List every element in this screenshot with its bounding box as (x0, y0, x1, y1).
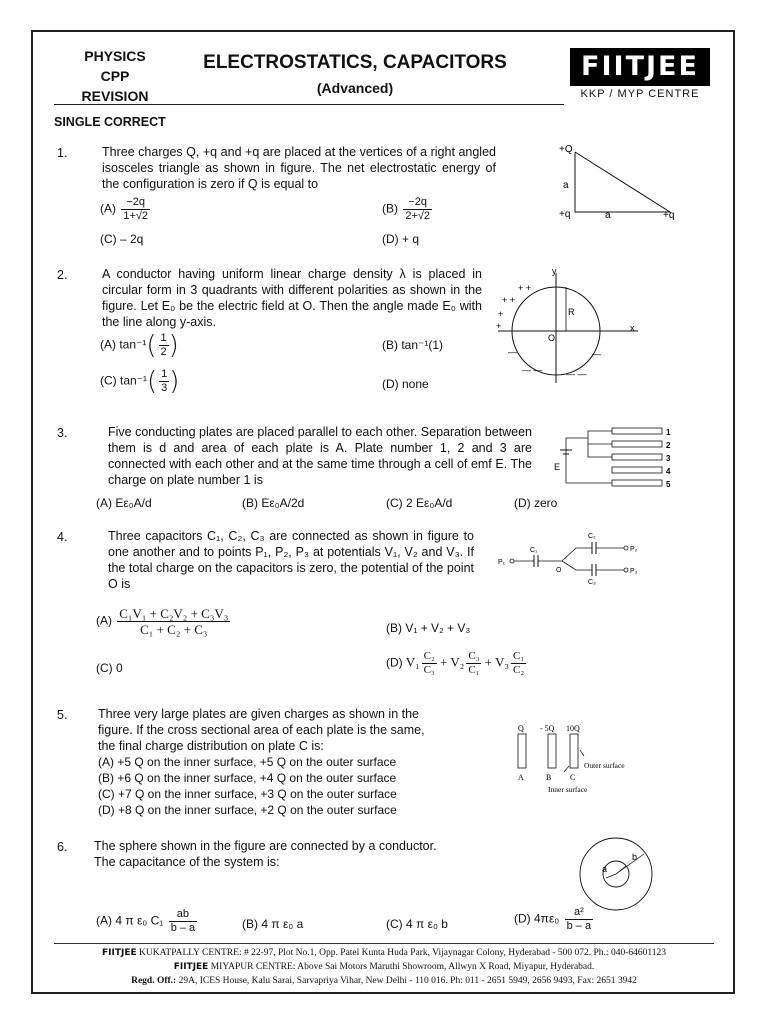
q4-p2: P₂ (630, 546, 638, 553)
footer-regd-office: Regd. Off.: 29A, ICES House, Kalu Sarai, Sarvapriya Vihar, New Delhi - 110 016. Ph: 011 - 2651 5949, 2656 9493, Fax: 2651 3942 (131, 976, 637, 986)
svg-text:—: — (508, 347, 517, 357)
q4-option-b[interactable]: (B) V₁ + V₂ + V₃ (386, 621, 471, 635)
svg-text:— —: — — (522, 365, 543, 375)
page-title: ELECTROSTATICS, CAPACITORS (203, 52, 507, 73)
q3-plate-4: 4 (666, 467, 671, 476)
q1-option-b[interactable]: (B) $\frac{-2q}{2+√2}$ (382, 196, 431, 222)
q4-o: O (556, 567, 562, 574)
q3-plate-3: 3 (666, 454, 671, 463)
q5-charge-a: Q (518, 724, 524, 733)
footer-kukatpally: FIITJEE KUKATPALLY CENTRE: # 22-97, Plot No.1, Opp. Patel Kunta Huda Park, Vijaynagar Colony, Hyderabad - 500 072. Ph.: 040-64601123 (101, 948, 666, 958)
header-divider (54, 104, 564, 105)
q4-option-d[interactable]: (D) V₁ $\frac{\text{C₂}}{\text{C₃}}$ + V₂ $\frac{\text{C₃}}{\text{C₁}}$ + V₃ $\frac{\text{C₁}}{\text{C₂}}$ (386, 650, 525, 676)
q5-option-d[interactable]: (D) +8 Q on the inner surface, +2 Q on the outer surface (98, 803, 397, 817)
q4-circuit-figure (496, 528, 676, 588)
q6-label-a: a (602, 864, 608, 874)
section-title: SINGLE CORRECT (54, 115, 166, 129)
q6-label-b: b (632, 852, 638, 862)
q5-option-b[interactable]: (B) +6 Q on the inner surface, +4 Q on the outer surface (98, 771, 397, 785)
q5-charge-b: - 5Q (540, 724, 555, 733)
q3-plate-1: 1 (666, 428, 671, 437)
q1-option-a[interactable]: (A) $\frac{-2q}{1+√2}$ (100, 196, 149, 222)
q1-label-top: +Q (559, 144, 573, 155)
q6-option-c[interactable]: (C) 4 π ε₀ b (386, 917, 448, 931)
q1-option-c[interactable]: (C) – 2q (100, 232, 144, 246)
svg-text:—: — (592, 349, 601, 359)
q3-number: 3. (57, 426, 68, 440)
q6-option-b[interactable]: (B) 4 π ε₀ a (242, 917, 304, 931)
q2-option-a[interactable]: (A) tan⁻¹( $\frac{1}{2}$ ) (100, 330, 179, 361)
svg-text:+: + (496, 321, 502, 331)
svg-text:+ +: + + (518, 283, 532, 293)
q5-charge-c: 10Q (566, 724, 580, 733)
q1-option-d[interactable]: (D) + q (382, 232, 420, 246)
q4-c3: C₃ (588, 579, 596, 586)
q5-label-a: A (518, 773, 524, 782)
q2-number: 2. (57, 268, 68, 282)
q2-radius-label: R (568, 307, 575, 317)
svg-text:+: + (498, 309, 504, 319)
footer-divider (54, 943, 714, 944)
q2-option-d[interactable]: (D) none (382, 377, 429, 391)
page-subtitle: (Advanced) (316, 80, 394, 96)
q3-option-c[interactable]: (C) 2 Eε₀A/d (386, 496, 453, 510)
q1-triangle-figure (555, 140, 695, 230)
q2-origin-label: O (548, 333, 556, 343)
q3-option-d[interactable]: (D) zero (514, 496, 558, 510)
q2-option-c[interactable]: (C) tan⁻¹( $\frac{1}{3}$ ) (100, 366, 180, 397)
q5-label-b: B (546, 773, 552, 782)
header-subject: PHYSICS (84, 48, 146, 64)
q3-option-a[interactable]: (A) Eε₀A/d (96, 496, 152, 510)
q4-text: Three capacitors C₁, C₂, C₃ are connected as shown in figure to one another and to points P₁, P₂, P₃ at potentials V₁, V₂ and V₃. If the total charge on the capacitors is zero, the potential of the point O is (108, 529, 474, 591)
q3-plate-5: 5 (666, 480, 671, 489)
q3-emf-label: E (554, 462, 561, 472)
q4-c1: C₁ (530, 547, 538, 554)
q2-ring-figure (488, 265, 648, 395)
q6-number: 6. (57, 840, 68, 854)
q2-axis-y: y (552, 266, 557, 276)
q4-c2: C₂ (588, 533, 596, 540)
q2-text: A conductor having uniform linear charge density λ is placed in circular form in 3 quadrants with different polarities as shown in the figure. Let E₀ be the electric field at O. Then the angle made E₀ with the line along y-axis. (102, 267, 482, 329)
q1-label-side: a (563, 180, 569, 191)
q5-option-c[interactable]: (C) +7 Q on the inner surface, +3 Q on the outer surface (98, 787, 397, 801)
q5-plates-figure (508, 722, 638, 802)
svg-text:+ +: + + (502, 295, 516, 305)
q4-p3: P₃ (630, 568, 638, 575)
q4-option-a[interactable]: (A) $\frac{\text{C₁V₁ + C₂V₂ + C₃V₃}}{\text{C₁ + C₂ + C₃}}$ (96, 606, 229, 637)
q5-label-c: C (570, 773, 576, 782)
q5-inner-label: Inner surface (548, 785, 588, 794)
q5-outer-label: Outer surface (584, 761, 625, 770)
q3-plate-2: 2 (666, 441, 671, 450)
q4-p1: P₁ (498, 559, 506, 566)
q6-text: The sphere shown in the figure are connected by a conductor. The capacitance of the system is: (94, 839, 437, 869)
q6-option-a[interactable]: (A) 4 π ε₀ C₁ $\frac{ab}{b - a}$ (96, 908, 196, 934)
q3-plates-figure (552, 420, 677, 492)
q4-option-c[interactable]: (C) 0 (96, 661, 123, 675)
q1-label-bottom: a (605, 210, 611, 221)
q5-text: Three very large plates are given charges as shown in the figure. If the cross sectional area of each plate is the same, the final charge distribution on plate C is: (98, 707, 425, 753)
q5-option-a[interactable]: (A) +5 Q on the inner surface, +5 Q on the outer surface (98, 755, 397, 769)
q2-axis-x: x (630, 323, 635, 333)
header-revision: REVISION (81, 88, 149, 104)
centre-label: KKP / MYP CENTRE (580, 88, 700, 100)
q6-option-d[interactable]: (D) 4πε₀ $\frac{\text{a²}}{b - a}$ (514, 906, 592, 932)
fiitjee-logo: FIITJEE (570, 48, 710, 86)
q1-text: Three charges Q, +q and +q are placed at the vertices of a right angled isosceles triangle as shown in figure. The net electrostatic energy of the configuration is zero if Q is equal to (102, 145, 496, 191)
q3-option-b[interactable]: (B) Eε₀A/2d (242, 496, 305, 510)
q2-option-b[interactable]: (B) tan⁻¹(1) (382, 338, 444, 352)
q1-number: 1. (57, 146, 68, 160)
footer-miyapur: FIITJEE MIYAPUR CENTRE: Above Sai Motors Maruthi Showroom, Allwyn X Road, Miyapur, Hyderabad. (173, 962, 595, 972)
q3-text: Five conducting plates are placed parallel to each other. Separation between them is d and area of each plate is A. Plate number 1, 2 and 3 are connected with each other and at the same time through a cell of emf E. The charge on plate number 1 is (108, 425, 532, 487)
svg-text:— —: — — (566, 369, 587, 379)
q4-number: 4. (57, 530, 68, 544)
q6-sphere-figure (572, 836, 664, 912)
header-cpp: CPP (100, 68, 130, 84)
q1-label-bottom-left: +q (559, 209, 571, 220)
q5-number: 5. (57, 708, 68, 722)
q1-label-bottom-right: +q (663, 210, 675, 221)
header-course (60, 46, 170, 106)
